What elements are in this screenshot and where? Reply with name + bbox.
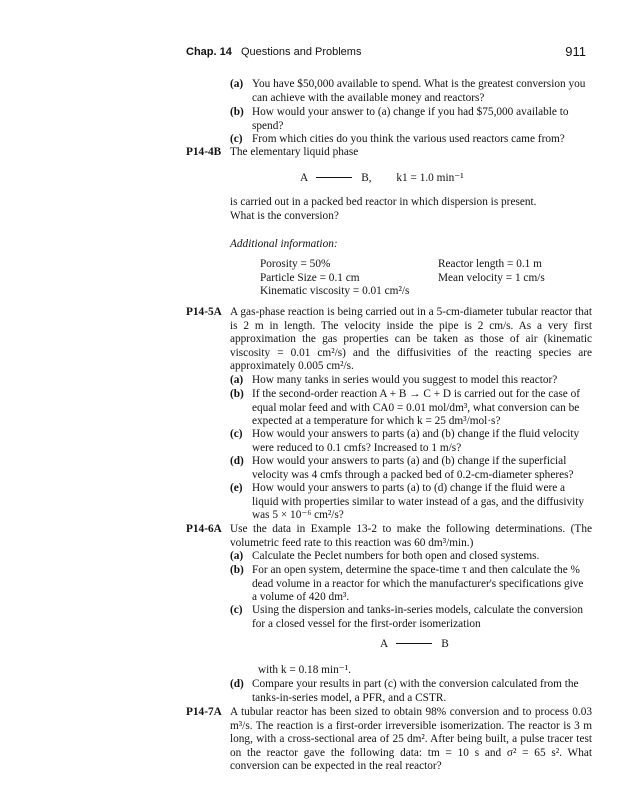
additional-info-heading: Additional information:: [230, 238, 338, 250]
porosity: Porosity = 50%: [260, 258, 331, 270]
part-label: (c): [230, 133, 243, 145]
p14-5-part-e: [230, 482, 590, 523]
problem-label-14-5: P14-5A: [186, 306, 222, 318]
reactant: A: [300, 172, 308, 184]
part-label: (b): [230, 564, 244, 576]
part-text: How would your answer to (a) change if you had $75,000 available to spend?: [252, 106, 569, 132]
reactant: A: [380, 638, 388, 650]
part-text: Using the dispersion and tanks-in-series models, calculate the conversion for a closed vessel for the first-order isomerization: [252, 604, 583, 630]
part-label: (e): [230, 482, 243, 494]
part-text: From which cities do you think the various used reactors came from?: [252, 133, 565, 145]
additional-info-right: [438, 258, 588, 285]
part-text: How many tanks in series would you suggest to model this reactor?: [252, 374, 558, 386]
reaction-arrow: [396, 643, 432, 644]
problem-label-14-7: P14-7A: [186, 706, 222, 718]
p14-4-intro: The elementary liquid phase: [230, 146, 359, 158]
part-label: (a): [230, 550, 244, 562]
part-label: (b): [230, 388, 244, 400]
p14-6-k-line: with k = 0.18 min⁻¹.: [258, 664, 351, 676]
part-label: (b): [230, 106, 244, 118]
reactor-length: Reactor length = 0.1 m: [438, 258, 542, 270]
rate-constant: k1 = 1.0 min⁻¹: [396, 172, 464, 184]
chapter-label: Chap. 14: [186, 46, 232, 58]
p14-3-part-c: [230, 133, 590, 147]
p14-6-reaction: [380, 638, 500, 652]
p14-6-part-c: [230, 604, 590, 631]
chapter-title: Questions and Problems: [241, 46, 362, 58]
part-text: If the second-order reaction A + B → C + D is carried out for the case of equal molar feed and with CA0 = 0.01 mol/dm³, what conversion can be expected at a temperature for which k = 25 dm³/mol·s?: [252, 388, 581, 428]
p14-6-part-b: [230, 564, 590, 605]
mean-velocity: Mean velocity = 1 cm/s: [438, 271, 545, 284]
part-label: (d): [230, 678, 244, 690]
problem-label-14-4: P14-4B: [186, 146, 222, 158]
p14-6-part-d: [230, 678, 590, 705]
part-label: (a): [230, 374, 244, 386]
p14-6-part-a: [230, 550, 590, 564]
page-number: 911: [565, 44, 586, 59]
part-text: How would your answers to parts (a) and (b) change if the superficial velocity was 4 cmfs through a packed bed of 0.2-cm-diameter spheres?: [252, 455, 574, 481]
part-label: (c): [230, 428, 243, 440]
p14-4-body2: What is the conversion?: [230, 210, 339, 222]
p14-6-intro: Use the data in Example 13-2 to make the following determinations. (The volumetric feed rate to this reaction was 60 dm³/min.): [230, 523, 592, 549]
particle-size: Particle Size = 0.1 cm: [260, 271, 360, 284]
part-text: Calculate the Peclet numbers for both open and closed systems.: [252, 550, 540, 562]
product: B,: [361, 172, 372, 184]
page-header: [186, 46, 586, 62]
p14-3-part-b: [230, 106, 590, 133]
p14-5-part-d: [230, 455, 590, 482]
part-text: Compare your results in part (c) with the conversion calculated from the tanks-in-series model, a PFR, and a CSTR.: [252, 678, 579, 704]
p14-5-part-a: [230, 374, 590, 388]
p14-5-part-b: [230, 388, 590, 429]
part-text: You have $50,000 available to spend. What is the greatest conversion you can achieve with the available money and reactors?: [252, 78, 586, 104]
part-text: How would your answers to parts (a) to (d) change if the fluid were a liquid with properties similar to water instead of a gas, and the diffusivity was 5 × 10⁻⁶ cm²/s?: [252, 482, 585, 522]
p14-5-part-c: [230, 428, 590, 455]
part-text: How would your answers to parts (a) and (b) change if the fluid velocity were reduced to 0.1 cmfs? Increased to 1 m/s?: [252, 428, 580, 454]
p14-4-body1: is carried out in a packed bed reactor in which dispersion is present.: [230, 196, 537, 208]
part-label: (c): [230, 604, 243, 616]
product: B: [441, 638, 449, 650]
p14-3-part-a: [230, 78, 590, 105]
part-label: (d): [230, 455, 244, 467]
viscosity: Kinematic viscosity = 0.01 cm²/s: [260, 285, 410, 298]
part-text: For an open system, determine the space-time τ and then calculate the % dead volume in a reactor for which the manufacturer's specifications give a volume of 420 dm³.: [252, 564, 584, 604]
p14-4-reaction: [300, 172, 560, 186]
part-label: (a): [230, 78, 244, 90]
p14-7-text: A tubular reactor has been sized to obtain 98% conversion and to process 0.03 m³/s. The reaction is a first-order irreversible isomerization. The reactor is 3 m long, with a cross-sectional area of 25 dm². After being built, a pulse tracer test on the reactor gave the following data: tm = 10 s and σ² = 65 s². What conversion can be expected in the real reactor?: [230, 706, 592, 773]
p14-5-intro: A gas-phase reaction is being carried out in a 5-cm-diameter tubular reactor that is 2 m in length. The velocity inside the pipe is 2 cm/s. As a very first approximation the gas properties can be taken as those of air (kinematic viscosity = 0.01 cm²/s) and the diffusivities of the reacting species are approximately 0.005 cm²/s.: [230, 306, 592, 373]
reaction-arrow: [316, 177, 352, 178]
problem-label-14-6: P14-6A: [186, 523, 222, 535]
